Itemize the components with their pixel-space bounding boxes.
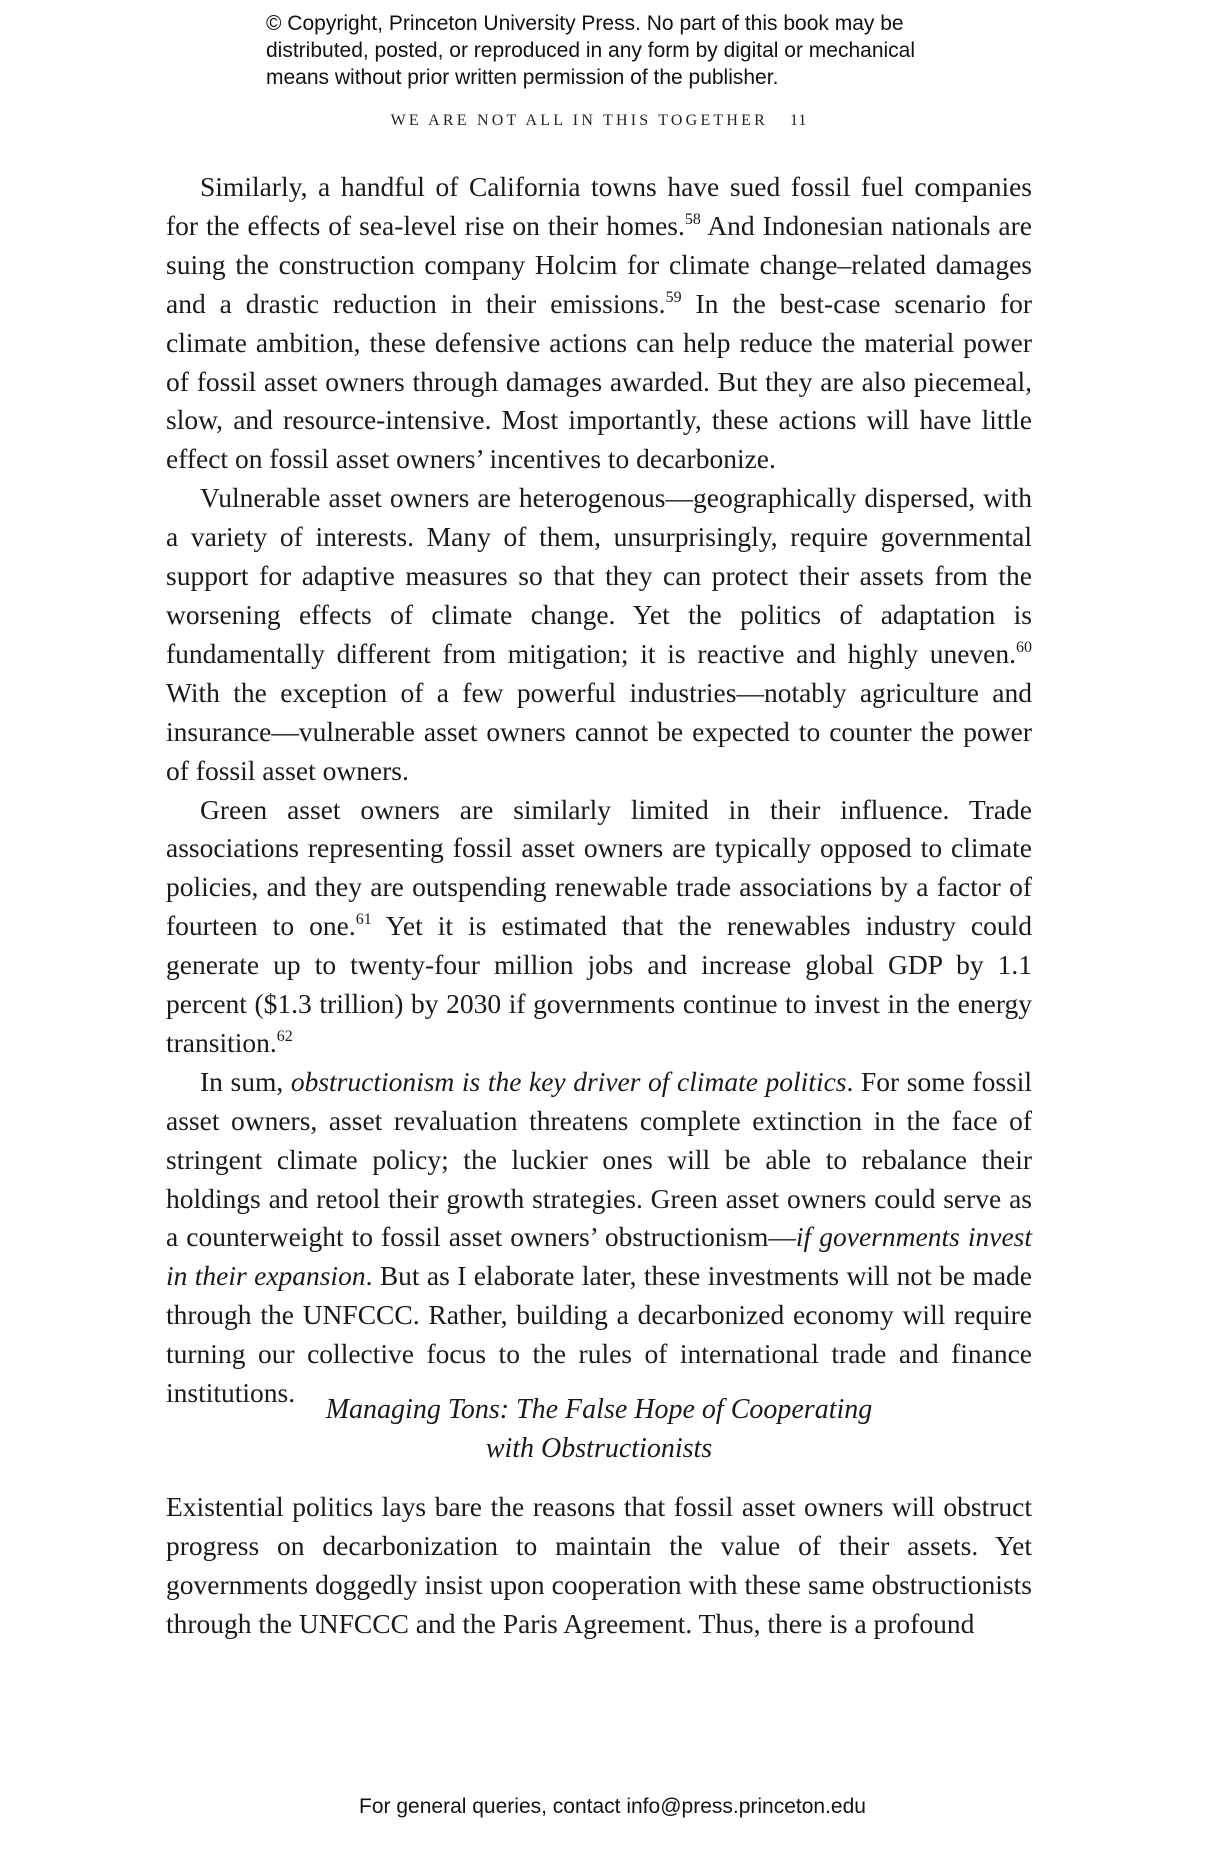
footnote-marker: 58: [684, 210, 701, 228]
paragraph-text: Similarly, a handful of California towns have sued fossil fuel companies for the effects of sea-level rise on their homes.: [166, 171, 1032, 241]
paragraph-text: . For some fossil asset owners, asset revaluation threatens complete extinction in the face of stringent climate policy; the luckier ones will be able to rebalance their holdings and retool their growth strategies. Green asset owners could serve as a counterweight to fossil asset owners’ obstructionism—: [166, 1065, 1033, 1253]
body-text: [166, 168, 1032, 1413]
paragraph-text: Vulnerable asset owners are heterogenous—geographically dispersed, with a variety of interests. Many of them, unsurprisingly, require governmental support for adaptive measures so that they can protect their assets from the worsening effects of climate change. Yet the politics of adaptation is fundamentally different from mitigation; it is reactive and highly uneven.: [166, 482, 1032, 669]
emphasis-text: obstructionism is the key driver of climate politics: [290, 1065, 847, 1097]
copyright-line: means without prior written permission of the publisher.: [266, 66, 779, 89]
paragraph: Existential politics lays bare the reasons that fossil asset owners will obstruct progress on decarbonization to maintain the value of their assets. Yet governments doggedly insist upon cooperation with these same obstructionists through the UNFCCC and the Paris Agreement. Thus, there is a profound: [166, 1491, 1032, 1639]
copyright-line: distributed, posted, or reproduced in any form by digital or mechanical: [266, 39, 916, 62]
paragraph: [166, 479, 1032, 790]
paragraph-text: . But as I elaborate later, these investments will not be made through the UNFCCC. Rather, building a decarbonized economy will require turning our collective focus to the rules of international trade and finance institutions.: [166, 1260, 1032, 1409]
paragraph-text: Yet it is estimated that the renewables industry could generate up to twenty-four million jobs and increase global GDP by 1.1 percent ($1.3 trillion) by 2030 if governments continue to invest in the energy transition.: [166, 910, 1032, 1058]
paragraph: [166, 1063, 1032, 1413]
copyright-notice: [266, 10, 986, 91]
footnote-marker: 60: [1016, 638, 1032, 656]
paragraph-text: With the exception of a few powerful industries—notably agriculture and insurance—vulnerable asset owners cannot be expected to counter the power of fossil asset owners.: [166, 676, 1032, 786]
running-head: [166, 112, 1032, 130]
copyright-line: © Copyright, Princeton University Press. No part of this book may be: [266, 12, 904, 35]
body-text: [166, 1488, 1032, 1644]
page-number: 11: [790, 112, 808, 129]
section-heading-line: Managing Tons: The False Hope of Cooperating: [325, 1394, 873, 1425]
footnote-marker: 62: [276, 1027, 293, 1045]
section-heading-line: with Obstructionists: [485, 1433, 713, 1464]
footer-contact: For general queries, contact info@press.princeton.edu: [359, 1795, 866, 1818]
paragraph-text: And Indonesian nationals are suing the construction company Holcim for climate change–related damages and a drastic reduction in their emissions.: [166, 209, 1032, 319]
paragraph: [166, 168, 1032, 479]
paragraph-text: In sum,: [200, 1065, 291, 1097]
paragraph: [166, 791, 1032, 1063]
footnote-marker: 59: [665, 288, 682, 306]
section-heading: [166, 1390, 1032, 1468]
footnote-marker: 61: [355, 911, 372, 929]
paragraph-text: Green asset owners are similarly limited in their influence. Trade associations representing fossil asset owners are typically opposed to climate policies, and they are outspending renewable trade associations by a factor of fourteen to one.: [166, 793, 1032, 942]
emphasis-text: if governments invest in their expansion: [166, 1221, 1032, 1292]
paragraph-text: In the best-case scenario for climate ambition, these defensive actions can help reduce the material power of fossil asset owners through damages awarded. But they are also piecemeal, slow, and resource-intensive. Most importantly, these actions will have little effect on fossil asset owners’ incentives to decarbonize.: [166, 287, 1032, 475]
running-head-title: WE ARE NOT ALL IN THIS TOGETHER: [390, 112, 768, 129]
